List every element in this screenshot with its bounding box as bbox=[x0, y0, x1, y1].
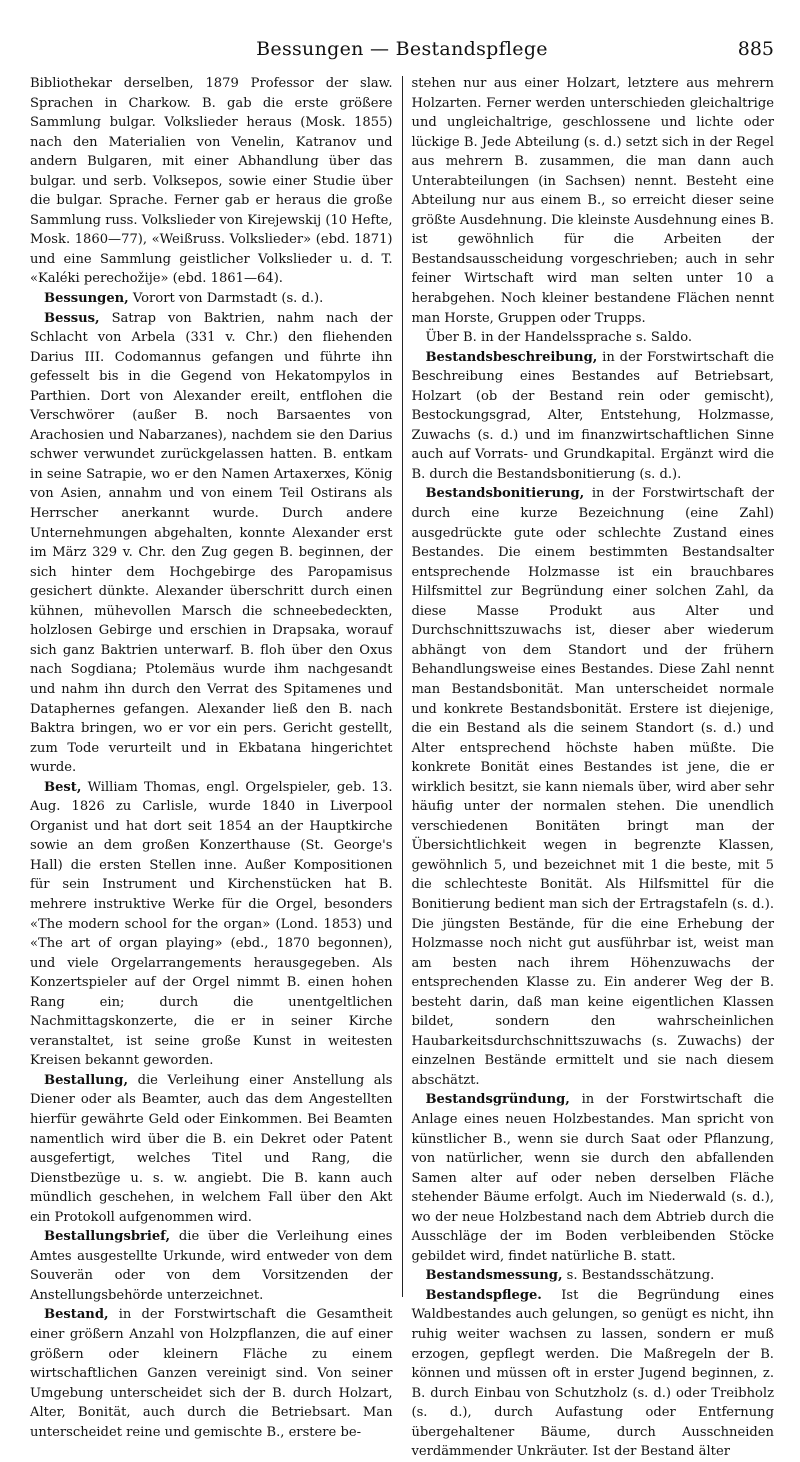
entry-text: in der Forstwirtschaft die Gesamtheit einer größern Anzahl von Holzpflanzen, die auf einer größern oder kleinern Fläche zu einem wirtschaftlichen Ganzen vereinigt sind. Von seiner Umgebung unterscheidet sich der B. durch Holzart, Alter, Bonität, auch durch die Betriebsart. Man unterscheidet reine und gemischte B., erstere be- bbox=[30, 1307, 393, 1440]
dictionary-entry bbox=[411, 348, 774, 485]
entry-text: stehen nur aus einer Holzart, letztere aus mehrern Holzarten. Ferner werden unterschieden gleichaltrige und ungleichaltrige, geschlossene und lichte oder lückige B. Jede Abteilung (s. d.) setzt sich in der Regel aus mehrern B. zusammen, die man dann auch Unterabteilungen (in Sachsen) nennt. Besteht eine Abteilung nur aus einem B., so erreicht dieser seine größte Ausdehnung. Die kleinste Ausdehnung eines B. ist gewöhnlich für die Arbeiten der Bestandsausscheidung vorgeschrieben; auch in sehr feiner Wirtschaft wird man selten unter 10 a herabgehen. Noch kleiner bestandene Flächen nennt man Horste, Gruppen oder Trupps. bbox=[411, 76, 774, 326]
entry-text: in der Forstwirtschaft die Anlage eines neuen Holzbestandes. Man spricht von künstlicher B., wenn sie durch Saat oder Pflanzung, von natürlicher, wenn sie durch den abfallenden Samen alter auf oder neben derselben Fläche stehender Bäume erfolgt. Auch im Niederwald (s. d.), wo der neue Holzbestand nach dem Abtrieb durch die Ausschläge der im Boden verbleibenden Stöcke gebildet wird, findet natürliche B. statt. bbox=[411, 1092, 774, 1264]
entry-headword: Best, bbox=[44, 779, 82, 795]
text-columns bbox=[30, 74, 774, 1460]
right-column bbox=[411, 74, 774, 1460]
entry-headword: Bestallungsbrief, bbox=[44, 1229, 171, 1245]
dictionary-entry bbox=[30, 778, 393, 1071]
entry-text: in der Forstwirtschaft die Beschreibung eines Bestandes auf Betriebsart, Holzart (ob der Bestand rein oder gemischt), Bestockungsgrad, Alter, Entstehung, Holzmasse, Zuwachs (s. d.) und im finanzwirtschaftlichen Sinne auch auf Vorrats- und Grundkapital. Ergänzt wird die B. durch die Bestandsbonitierung (s. d.). bbox=[411, 349, 774, 482]
dictionary-entry bbox=[30, 309, 393, 778]
entry-headword: Bestandspflege. bbox=[425, 1287, 542, 1303]
dictionary-entry bbox=[411, 1090, 774, 1266]
left-column bbox=[30, 74, 393, 1440]
dictionary-entry bbox=[30, 289, 393, 309]
entry-text: Ist die Begründung eines Waldbestandes auch gelungen, so genügt es nicht, ihn ruhig weiter wachsen zu lassen, sondern er muß erzogen, gepflegt werden. Die Maßregeln der B. können und müssen oft in erster Jugend beginnen, z. B. durch Einbau von Schutzholz (s. d.) oder Treibholz (s. d.), durch Aufastung oder Entfernung übergehaltener Bäume, durch Ausschneiden verdämmender Unkräuter. Ist der Bestand älter bbox=[411, 1287, 774, 1460]
entry-continuation bbox=[411, 74, 774, 328]
entry-text: die über die Verleihung eines Amtes ausgestellte Urkunde, wird entweder von dem Souverän oder von dem Vorsitzenden der Anstellungsbehörde unterzeichnet. bbox=[30, 1229, 393, 1303]
dictionary-entry bbox=[411, 1266, 774, 1286]
entry-text: in der Forstwirtschaft der durch eine kurze Bezeichnung (eine Zahl) ausgedrückte gute oder schlechte Zustand eines Bestandes. Die einem bestimmten Bestandsalter entsprechende Holzmasse ist ein brauchbares Hilfsmittel zur Begründung einer solchen Zahl, da diese Masse Produkt aus Alter und Durchschnittszuwachs ist, dieser aber wiederum abhängt von dem Standort und der frühern Behandlungsweise eines Bestandes. Diese Zahl nennt man Bestandsbonität. Man unterscheidet normale und konkrete Bestandsbonität. Erstere ist diejenige, die ein Bestand als die seinem Standort (s. d.) und Alter entsprechend höchste haben müßte. Die konkrete Bonität eines Bestandes ist jene, die er wirklich besitzt, sie kann niemals über, wird aber sehr häufig unter der normalen stehen. Die unendlich verschiedenen Bonitäten bringt man der Übersichtlichkeit wegen in begrenzte Klassen, gewöhnlich 5, und bezeichnet mit 1 die beste, mit 5 die schlechteste Bonität. Als Hilfsmittel für die Bonitierung bedient man sich der Ertragstafeln (s. d.). Die jüngsten Bestände, für die eine Erhebung der Holzmasse noch nicht gut ausführbar ist, weist man am besten nach ihrem Höhenzuwachs der entsprechenden Klasse zu. Ein anderer Weg der B. besteht darin, daß man keine eigentlichen Klassen bildet, sondern den wahrscheinlichen Haubarkeitsdurchschnittszuwachs (s. Zuwachs) der einzelnen Bestände ermittelt und sie nach diesem abschätzt. bbox=[411, 486, 774, 1088]
running-head bbox=[30, 38, 774, 64]
entry-continuation bbox=[30, 74, 393, 289]
page-title: Bessungen — Bestandspflege bbox=[256, 38, 548, 60]
entry-text: die Verleihung einer Anstellung als Diener oder als Beamter, auch das dem Angestellten hierfür gewährte Geld oder Einkommen. Bei Beamten namentlich wird über die B. ein Dekret oder Patent ausgefertigt, welches Titel und Rang, die Dienstbezüge u. s. w. angiebt. Die B. kann auch mündlich geschehen, in welchem Fall über den Akt ein Protokoll aufgenommen wird. bbox=[30, 1072, 393, 1225]
dictionary-entry bbox=[30, 1227, 393, 1305]
dictionary-entry bbox=[30, 1305, 393, 1442]
entry-headword: Bestandsmessung, bbox=[425, 1268, 563, 1284]
entry-headword: Bestand, bbox=[44, 1307, 109, 1323]
entry-text: Über B. in der Handelssprache s. Saldo. bbox=[425, 330, 693, 346]
entry-text: Vorort von Darmstadt (s. d.). bbox=[132, 291, 324, 307]
column-divider bbox=[402, 76, 403, 1297]
entry-headword: Bessungen, bbox=[44, 291, 129, 307]
entry-text: William Thomas, engl. Orgelspieler, geb. 13. Aug. 1826 zu Carlisle, wurde 1840 in Liverpool Organist und hat dort seit 1854 an der Hauptkirche sowie an dem großen Konzerthause (St. George's Hall) die ersten Stellen inne. Außer Kompositionen für sein Instrument und Kirchenstücken hat B. mehrere instruktive Werke für die Orgel, besonders «The modern school for the organ» (Lond. 1853) und «The art of organ playing» (ebd., 1870 begonnen), und viele Orgelarrangements herausgegeben. Als Konzertspieler auf der Orgel nimmt B. einen hohen Rang ein; durch die unentgeltlichen Nachmittagskonzerte, die er in seiner Kirche veranstaltet, ist seine große Kunst in weitesten Kreisen bekannt geworden. bbox=[30, 779, 393, 1069]
entry-headword: Bestandsgründung, bbox=[425, 1092, 570, 1108]
entry-text: Satrap von Baktrien, nahm nach der Schlacht von Arbela (331 v. Chr.) den fliehenden Darius III. Codomannus gefangen und führte ihn gefesselt bis in die Gegend von Hekatompylos in Parthien. Dort von Alexander ereilt, entflohen die Verschwörer (außer B. noch Barsaentes von Arachosien und Nabarzanes), nachdem sie den Darius schwer verwundet zurückgelassen hatten. B. entkam in seine Satrapie, wo er den Namen Artaxerxes, König von Asien, annahm und von einem Teil Ostirans als Herrscher anerkannt wurde. Durch andere Unternehmungen abgehalten, konnte Alexander erst im März 329 v. Chr. den Zug gegen B. beginnen, der sich hinter dem Hochgebirge des Paropamisus gesichert dünkte. Alexander überschritt durch einen kühnen, mühevollen Marsch die schneebedeckten, holzlosen Gebirge und erschien in Drapsaka, worauf sich ganz Baktrien unterwarf. B. floh über den Oxus nach Sogdiana; Ptolemäus wurde ihm nachgesandt und nahm ihn durch den Verrat des Spitamenes und Dataphernes gefangen. Alexander ließ den B. nach Baktra bringen, wo er vor ein pers. Gericht gestellt, zum Tode verurteilt und in Ekbatana hingerichtet wurde. bbox=[30, 310, 393, 776]
dictionary-entry bbox=[30, 1071, 393, 1227]
entry-headword: Bestandsbeschreibung, bbox=[425, 349, 598, 365]
entry-headword: Bestallung, bbox=[44, 1072, 129, 1088]
dictionary-entry bbox=[411, 1286, 774, 1462]
page-number: 885 bbox=[737, 38, 774, 60]
entry-text: s. Bestandsschätzung. bbox=[566, 1268, 715, 1284]
entry-text: Bibliothekar derselben, 1879 Professor der slaw. Sprachen in Charkow. B. gab die erste größere Sammlung bulgar. Volkslieder heraus (Mosk. 1855) nach den Materialien von Venelin, Katranov und andern Bulgaren, mit einer Abhandlung über das bulgar. und serb. Volksepos, sowie einer Studie über die bulgar. Sprache. Ferner gab er heraus die große Sammlung russ. Volkslieder von Kirejewskij (10 Hefte, Mosk. 1860—77), «Weißruss. Volkslieder» (ebd. 1871) und eine Sammlung geistlicher Volkslieder u. d. T. «Kaléki perechožije» (ebd. 1861—64). bbox=[30, 76, 393, 287]
entry-headword: Bessus, bbox=[44, 310, 100, 326]
dictionary-entry bbox=[411, 484, 774, 1090]
entry-headword: Bestandsbonitierung, bbox=[425, 486, 585, 502]
entry-continuation bbox=[411, 328, 774, 348]
